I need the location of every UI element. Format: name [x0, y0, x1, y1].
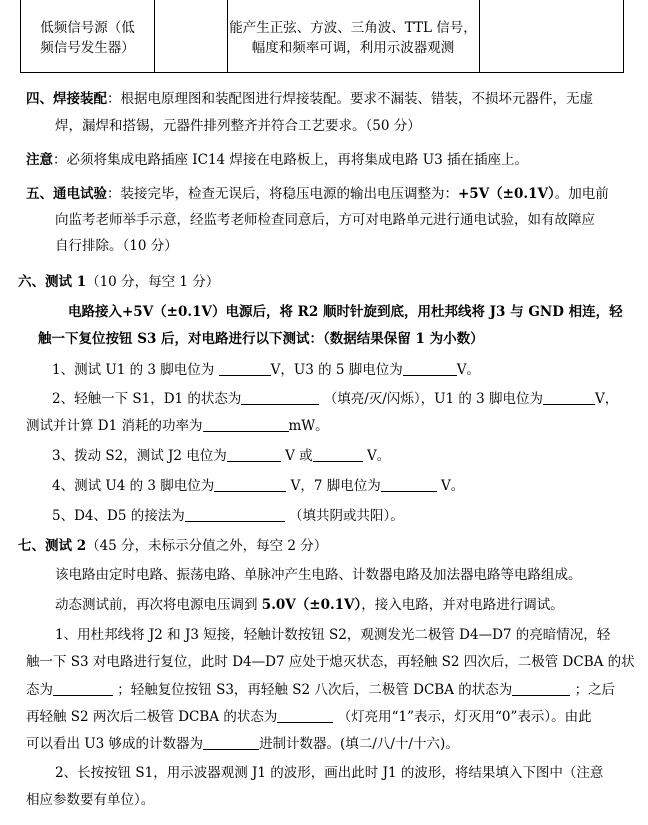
- section-7-score: （45 分，未标示分值之外，每空 2 分）: [86, 538, 328, 554]
- question-text: V，U3 的 5 脚电位为: [270, 362, 403, 378]
- question-6-4: [52, 477, 464, 494]
- question-text: 3、拨动 S2，测试 J2 电位为: [52, 448, 227, 464]
- question-text: 5、D4、D5 的接法为: [52, 508, 185, 524]
- section-4-line-1: [26, 91, 593, 107]
- question-7-1-line-2: 触一下 S3 对电路进行复位，此时 D4—D7 应处于熄灭状态，再轻触 S2 四次后，二极管 DCBA 的状: [26, 654, 635, 670]
- question-text: （填亮/灭/闪烁），U1 的 3 脚电位为: [323, 391, 543, 407]
- question-text: 2、轻触一下 S1，D1 的状态为: [52, 391, 242, 407]
- answer-blank[interactable]: [214, 477, 286, 492]
- section-7-heading-line: [18, 538, 327, 554]
- question-6-2: [52, 390, 618, 407]
- answer-blank[interactable]: [219, 361, 271, 376]
- voltage-spec: +5V（±0.1V）: [458, 186, 555, 202]
- section-4-text: ：根据电原理图和装配图进行焊接装配。要求不漏装、错装，不损坏元器件，无虚: [107, 91, 593, 107]
- answer-blank[interactable]: [241, 390, 319, 405]
- section-6-heading: 六、测试 1: [18, 274, 87, 290]
- table-cell-line: 低频信号源（低: [40, 20, 135, 36]
- note-line: [26, 152, 528, 168]
- question-7-1-line-4: [26, 708, 592, 725]
- question-text: 1、测试 U1 的 3 脚电位为: [52, 362, 215, 378]
- question-7-2-line-1: 2、长按按钮 S1，用示波器观测 J1 的波形，画出此时 J1 的波形，将结果填入下图中（注意: [55, 765, 604, 781]
- section-6-heading-line: [18, 274, 219, 290]
- answer-blank[interactable]: [227, 447, 281, 462]
- prep-text: 动态测试前，再次将电源电压调到: [55, 597, 262, 613]
- answer-blank[interactable]: [403, 361, 457, 376]
- section-5-text: ：装接完毕，检查无误后，将稳压电源的输出电压调整为：: [107, 186, 458, 202]
- question-text: V，: [595, 391, 619, 407]
- question-text: 测试并计算 D1 消耗的功率为: [26, 418, 203, 434]
- question-text: V。: [366, 448, 391, 464]
- question-text: 4、测试 U4 的 3 脚电位为: [52, 478, 215, 494]
- table-cell-line: 能产生正弦、方波、三角波、TTL 信号，: [229, 20, 477, 36]
- question-text: （填共阴或共阳）。: [289, 508, 404, 524]
- section-5-line-1: [26, 186, 609, 202]
- section-5-text: 。加电前: [554, 186, 609, 202]
- table-divider: [479, 0, 480, 72]
- section-7-intro: 该电路由定时电路、振荡电路、单脉冲产生电路、计数器电路及加法器电路等电路组成。: [55, 567, 582, 583]
- section-5-heading: 五、通电试验: [26, 186, 107, 202]
- table-cell-line: 幅度和频率可调，利用示波器观测: [251, 40, 455, 57]
- question-text: （灯亮用“1”表示，灯灭用“0”表示）。由此: [337, 709, 592, 725]
- question-text: V，7 脚电位为: [290, 478, 381, 494]
- question-text: mW。: [288, 418, 329, 434]
- section-6-score: （10 分，每空 1 分）: [86, 274, 220, 290]
- section-7-heading: 七、测试 2: [18, 538, 87, 554]
- prep-text: ，接入电路，并对电路进行调试。: [361, 597, 564, 613]
- question-text: 态为: [26, 682, 53, 698]
- table-cell-desc: [227, 20, 479, 56]
- question-text: 再轻触 S2 两次后二极管 DCBA 的状态为: [26, 709, 278, 725]
- question-text: ；轻触复位按钮 S3，再轻触 S2 八次后，二极管 DCBA 的状态为: [117, 682, 513, 698]
- answer-blank[interactable]: [313, 447, 363, 462]
- section-5-line-2: 向监考老师举手示意，经监考老师检查同意后，方可对电路单元进行通电试验，如有故障应: [55, 212, 595, 228]
- question-6-1: [52, 361, 480, 378]
- section-5-line-3: 自行排除。（10 分）: [55, 238, 178, 254]
- note-text: ：必须将集成电路插座 IC14 焊接在电路板上，再将集成电路 U3 插在插座上。: [53, 152, 528, 168]
- question-6-2-cont: [26, 417, 329, 434]
- voltage-spec: 5.0V（±0.1V）: [261, 597, 362, 613]
- table-divider: [154, 0, 155, 72]
- component-table: [20, 0, 624, 73]
- answer-blank[interactable]: [277, 708, 333, 723]
- question-7-2-line-2: 相应参数要有单位）。: [26, 792, 155, 808]
- question-text: ；之后: [574, 682, 616, 698]
- answer-blank[interactable]: [512, 681, 570, 696]
- question-text: 进制计数器。(填二/八/十/十六)。: [259, 736, 459, 752]
- question-text: V 或: [285, 448, 313, 464]
- question-text: V。: [441, 478, 465, 494]
- answer-blank[interactable]: [185, 507, 285, 522]
- question-7-1-line-3: [26, 681, 615, 698]
- section-4-line-2: 焊，漏焊和搭锡，元器件排列整齐并符合工艺要求。（50 分）: [55, 118, 421, 134]
- section-6-instruction-2: 触一下复位按钮 S3 后，对电路进行以下测试：（数据结果保留 1 为小数）: [38, 331, 484, 347]
- question-7-1-line-5: [26, 735, 459, 752]
- question-7-1-line-1: 1、用杜邦线将 J2 和 J3 短接，轻触计数按钮 S2，观测发光二极管 D4—D7 的亮暗情况，轻: [55, 627, 611, 643]
- answer-blank[interactable]: [203, 735, 259, 750]
- answer-blank[interactable]: [543, 390, 595, 405]
- question-text: 可以看出 U3 够成的计数器为: [26, 736, 204, 752]
- answer-blank[interactable]: [53, 681, 113, 696]
- answer-blank[interactable]: [203, 417, 289, 432]
- note-heading: 注意: [26, 152, 53, 168]
- question-6-3: [52, 447, 390, 464]
- section-7-prep: [55, 597, 564, 613]
- answer-blank[interactable]: [381, 477, 437, 492]
- question-text: V。: [456, 362, 481, 378]
- section-4-heading: 四、焊接装配: [26, 91, 107, 107]
- table-cell-line: 频信号发生器）: [40, 40, 135, 57]
- section-6-instruction-1: 电路接入+5V（±0.1V）电源后，将 R2 顺时针旋到底，用杜邦线将 J3 与 GND 相连，轻: [68, 304, 623, 320]
- question-6-5: [52, 507, 404, 524]
- table-cell-name: [21, 20, 154, 56]
